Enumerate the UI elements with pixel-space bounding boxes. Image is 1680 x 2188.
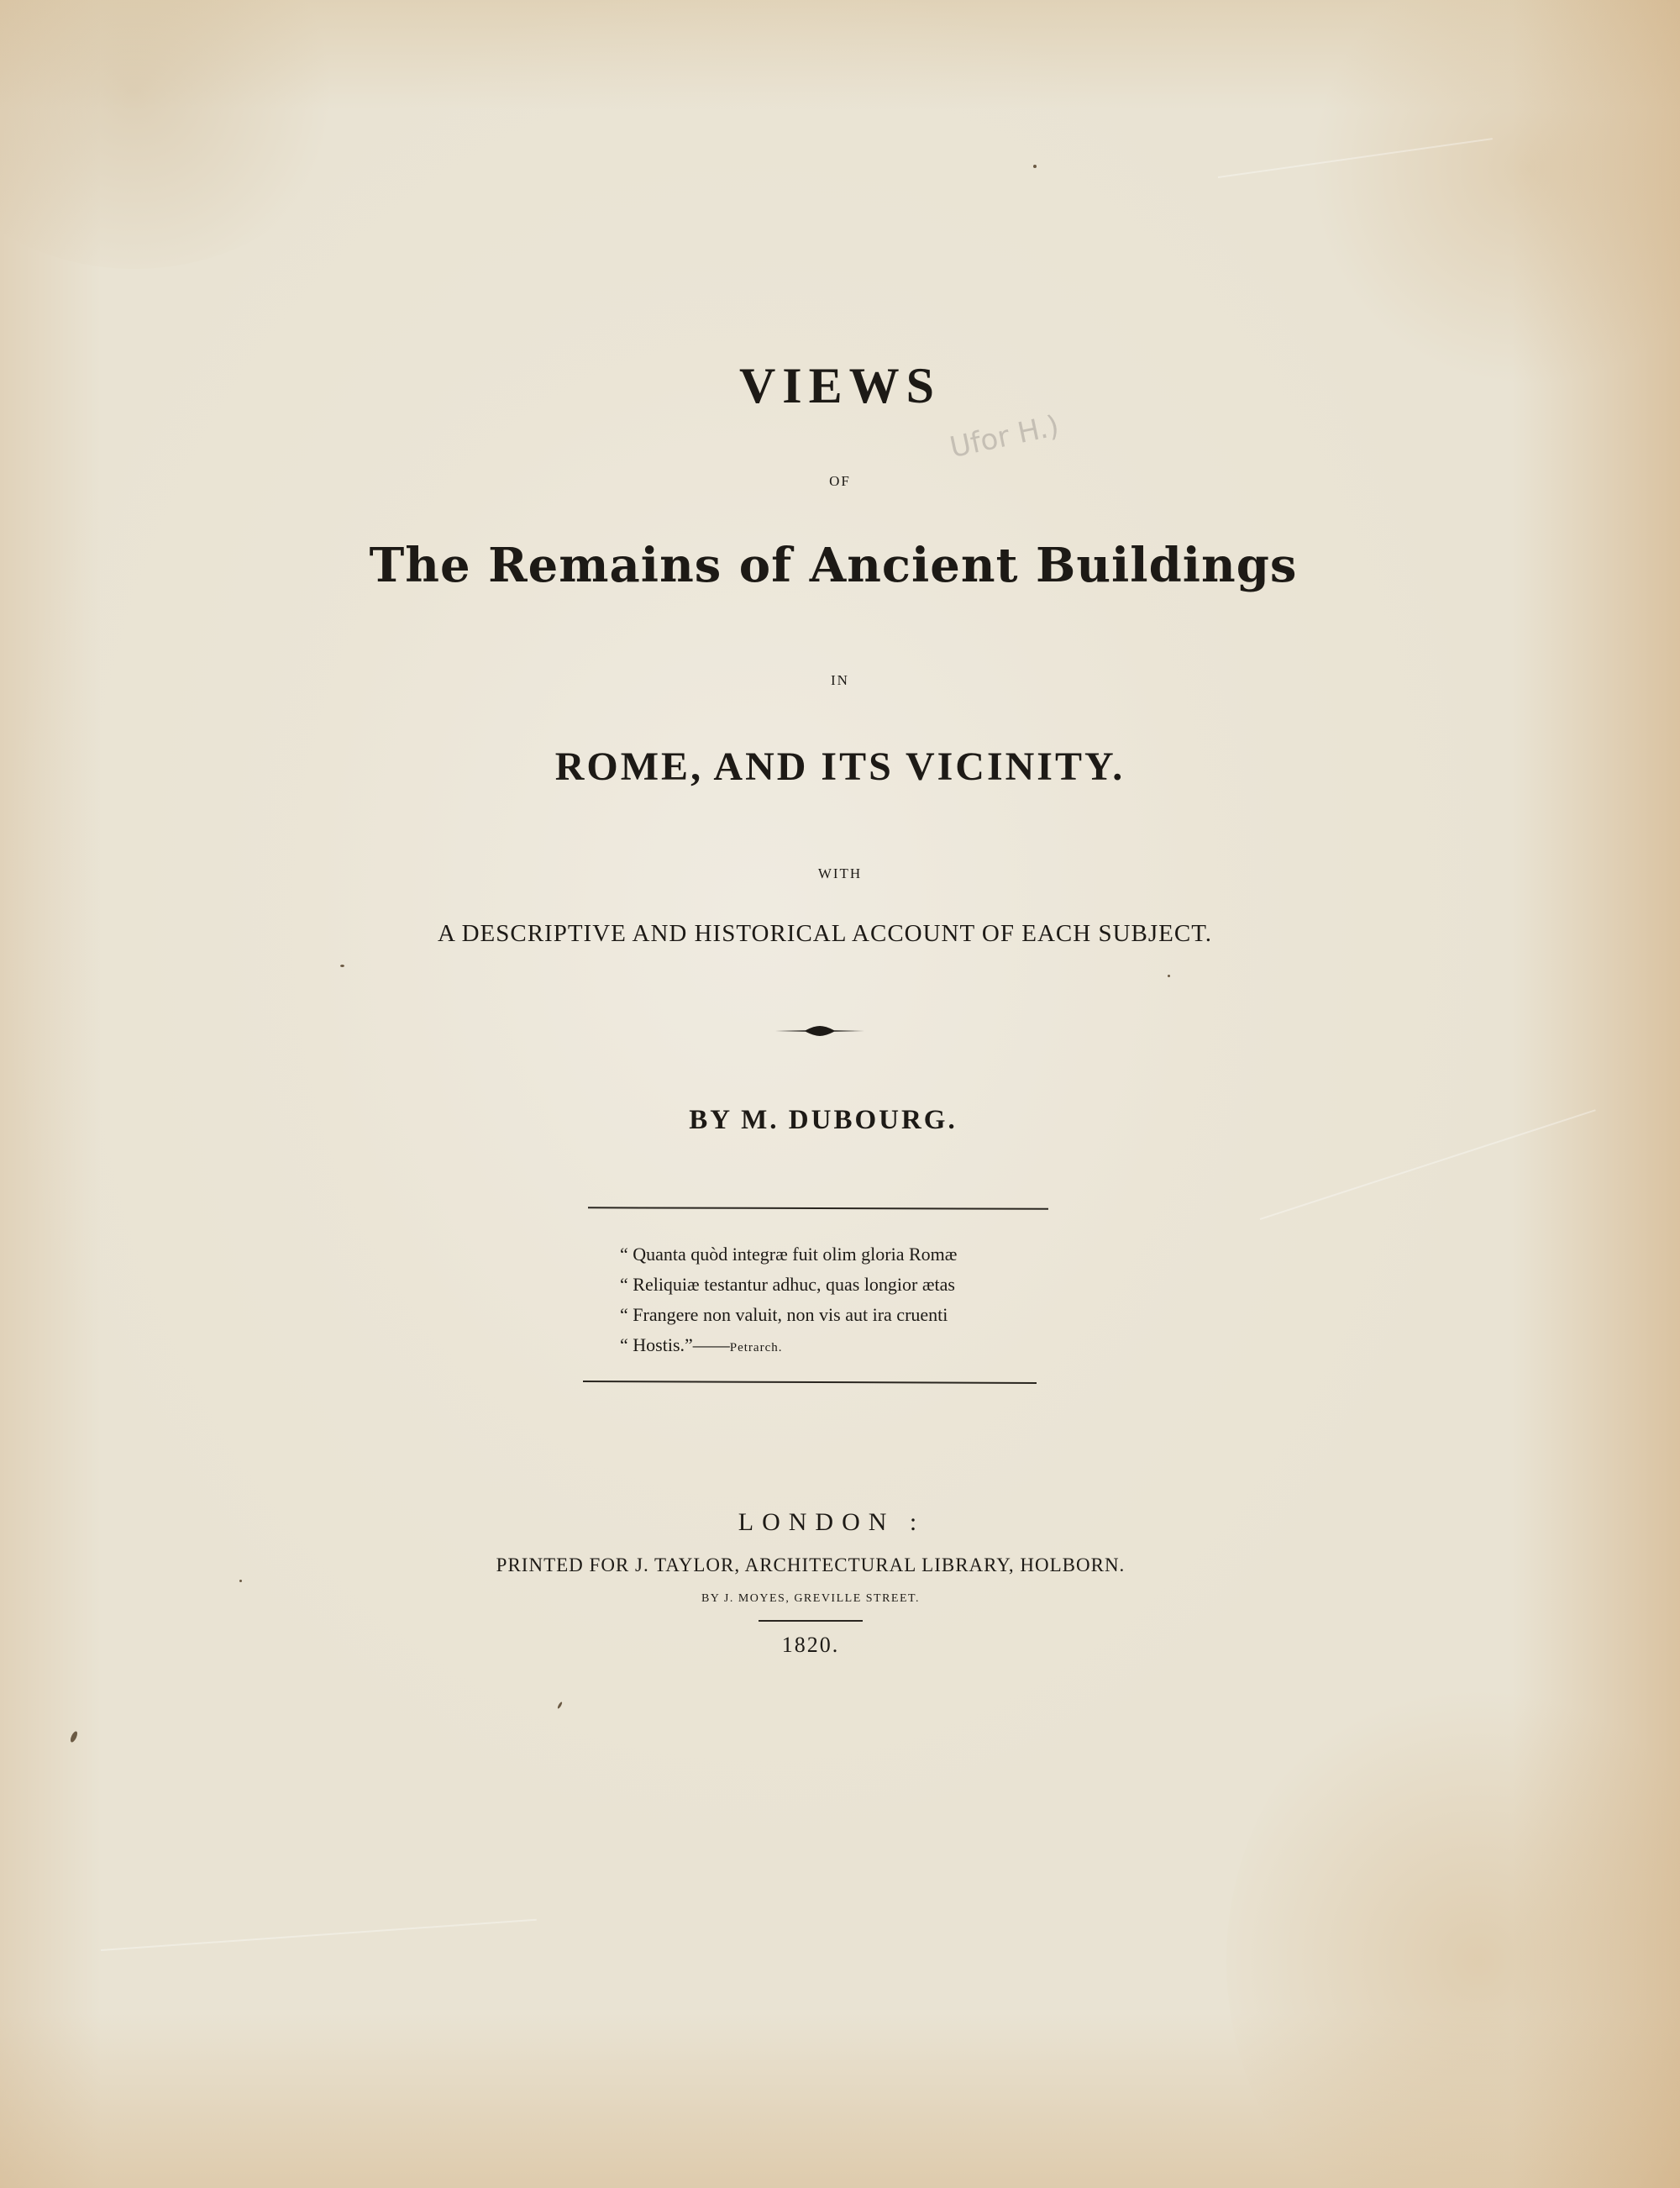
foxing-speck xyxy=(69,1730,78,1743)
paper-crease xyxy=(101,1919,537,1951)
epigraph-line: “ Reliquiæ testantur adhuc, quas longior ætas xyxy=(620,1274,955,1295)
book-title: VIEWS xyxy=(738,358,942,413)
paper-stain xyxy=(1310,0,1680,387)
epigraph xyxy=(620,1239,1015,1363)
pencil-annotation: Ufor H.) xyxy=(947,408,1063,465)
foxing-speck xyxy=(239,1580,242,1582)
foxing-speck xyxy=(557,1701,563,1709)
gothic-subtitle: The Remains of Ancient Buildings xyxy=(369,538,1298,593)
connector-with: WITH xyxy=(817,865,863,881)
foxing-speck xyxy=(1168,975,1170,977)
foxing-speck xyxy=(1033,165,1037,168)
epigraph-line-text: “ Hostis.”—— xyxy=(620,1334,730,1355)
epigraph-line: “ Quanta quòd integræ fuit olim gloria Romæ xyxy=(620,1244,958,1265)
ornament-divider xyxy=(775,1023,864,1039)
imprint-publisher: PRINTED FOR J. TAYLOR, ARCHITECTURAL LIBRARY, HOLBORN. xyxy=(496,1554,1126,1575)
imprint-city: LONDON : xyxy=(738,1508,926,1536)
author-line: BY M. DUBOURG. xyxy=(689,1105,958,1135)
rule-top xyxy=(588,1207,1048,1209)
place-heading: ROME, AND ITS VICINITY. xyxy=(554,744,1126,789)
rule-bottom xyxy=(583,1381,1037,1384)
paper-stain xyxy=(0,0,353,269)
imprint-year: 1820. xyxy=(781,1633,840,1657)
epigraph-attribution: Petrarch. xyxy=(729,1341,783,1354)
paper-stain xyxy=(1226,1667,1680,2188)
connector-of: OF xyxy=(829,473,851,489)
epigraph-line xyxy=(620,1330,1015,1363)
imprint-short-rule xyxy=(759,1620,863,1622)
epigraph-line: “ Frangere non valuit, non vis aut ira cruenti xyxy=(620,1304,948,1325)
description-line: A DESCRIPTIVE AND HISTORICAL ACCOUNT OF EACH SUBJECT. xyxy=(437,920,1213,947)
connector-in: IN xyxy=(831,672,849,688)
imprint-printer: BY J. MOYES, GREVILLE STREET. xyxy=(701,1592,921,1605)
foxing-speck xyxy=(340,965,344,967)
